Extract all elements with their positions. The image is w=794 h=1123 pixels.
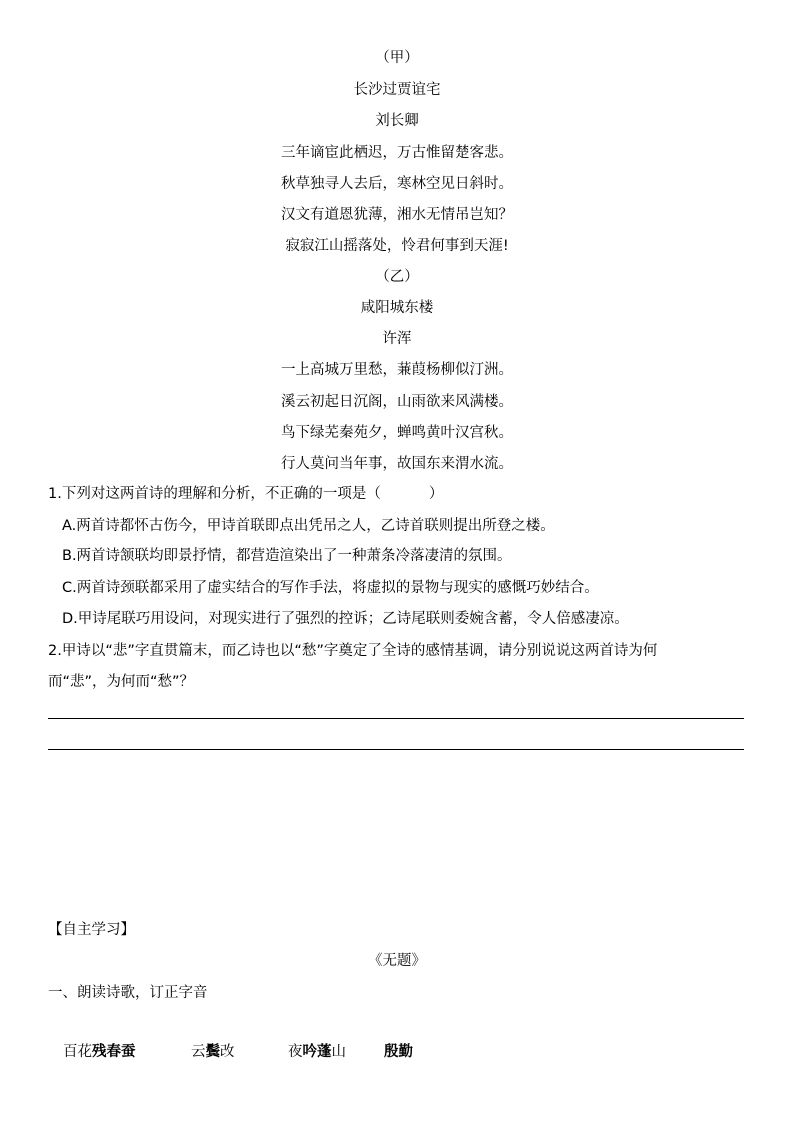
poem-b-marker: （乙） [375,269,419,285]
poem-b-line: 鸟下绿芜秦苑夕，蝉鸣黄叶汉宫秋。 [281,425,513,441]
poem-b-line: 溪云初起日沉阁，山雨欲来风满楼。 [281,394,513,410]
section-1-heading: 一、朗读诗歌，订正字音 [48,985,208,1001]
poem-a-title: 长沙过贾谊宅 [353,82,441,98]
poem-a-line: 三年谪宦此栖迟，万古惟留楚客悲。 [281,145,513,161]
question-1-option-d: D.甲诗尾联巧用设问，对现实进行了强烈的控诉；乙诗尾联则委婉含蓄，令人倍感凄凉。 [62,611,629,627]
answer-line[interactable] [48,749,744,750]
answer-line[interactable] [48,718,744,719]
poem-b-author: 许浑 [382,331,412,347]
poem-b-line: 一上高城万里愁，蒹葭杨柳似汀洲。 [281,362,513,378]
poem-a-line: 汉文有道恩犹薄，湘水无情吊岂知？ [281,207,513,223]
pronunciation-word: 夜吟蓬山 [288,1044,346,1060]
wuti-title: 《无题》 [368,953,426,969]
poem-b-title: 咸阳城东楼 [360,300,434,316]
poem-a-author: 刘长卿 [375,113,419,129]
question-1-stem [48,484,443,504]
question-2-line-2: 而“悲”，为何而“愁”？ [48,674,195,690]
question-1-option-c: C.两首诗颈联都采用了虚实结合的写作手法，将虚拟的景物与现实的感慨巧妙结合。 [62,580,599,596]
poem-a-marker: （甲） [375,50,419,66]
pronunciation-word: 殷勤 [384,1044,413,1060]
self-study-heading: 【自主学习】 [48,922,135,938]
poem-a-line: 寂寂江山摇落处，怜君何事到天涯! [285,238,509,254]
pronunciation-word: 云鬓改 [191,1044,235,1060]
question-1-option-a: A.两首诗都怀古伤今，甲诗首联即点出凭吊之人，乙诗首联则提出所登之楼。 [62,518,555,534]
poem-a-line: 秋草独寻人去后，寒林空见日斜时。 [281,176,513,192]
pronunciation-word: 百花残春蚕 [63,1044,136,1060]
question-1-stem-text: 1.下列对这两首诗的理解和分析，不正确的一项是（ [48,486,381,502]
poem-b-line: 行人莫问当年事，故国东来渭水流。 [281,456,513,472]
question-2-line-1: 2.甲诗以“悲”字直贯篇末，而乙诗也以“愁”字奠定了全诗的感情基调，请分别说说这两首诗为何 [48,643,658,659]
question-1-option-b: B.两首诗颔联均即景抒情，都营造渲染出了一种萧条冷落凄清的氛围。 [62,548,512,564]
question-1-stem-close: ） [428,486,444,502]
